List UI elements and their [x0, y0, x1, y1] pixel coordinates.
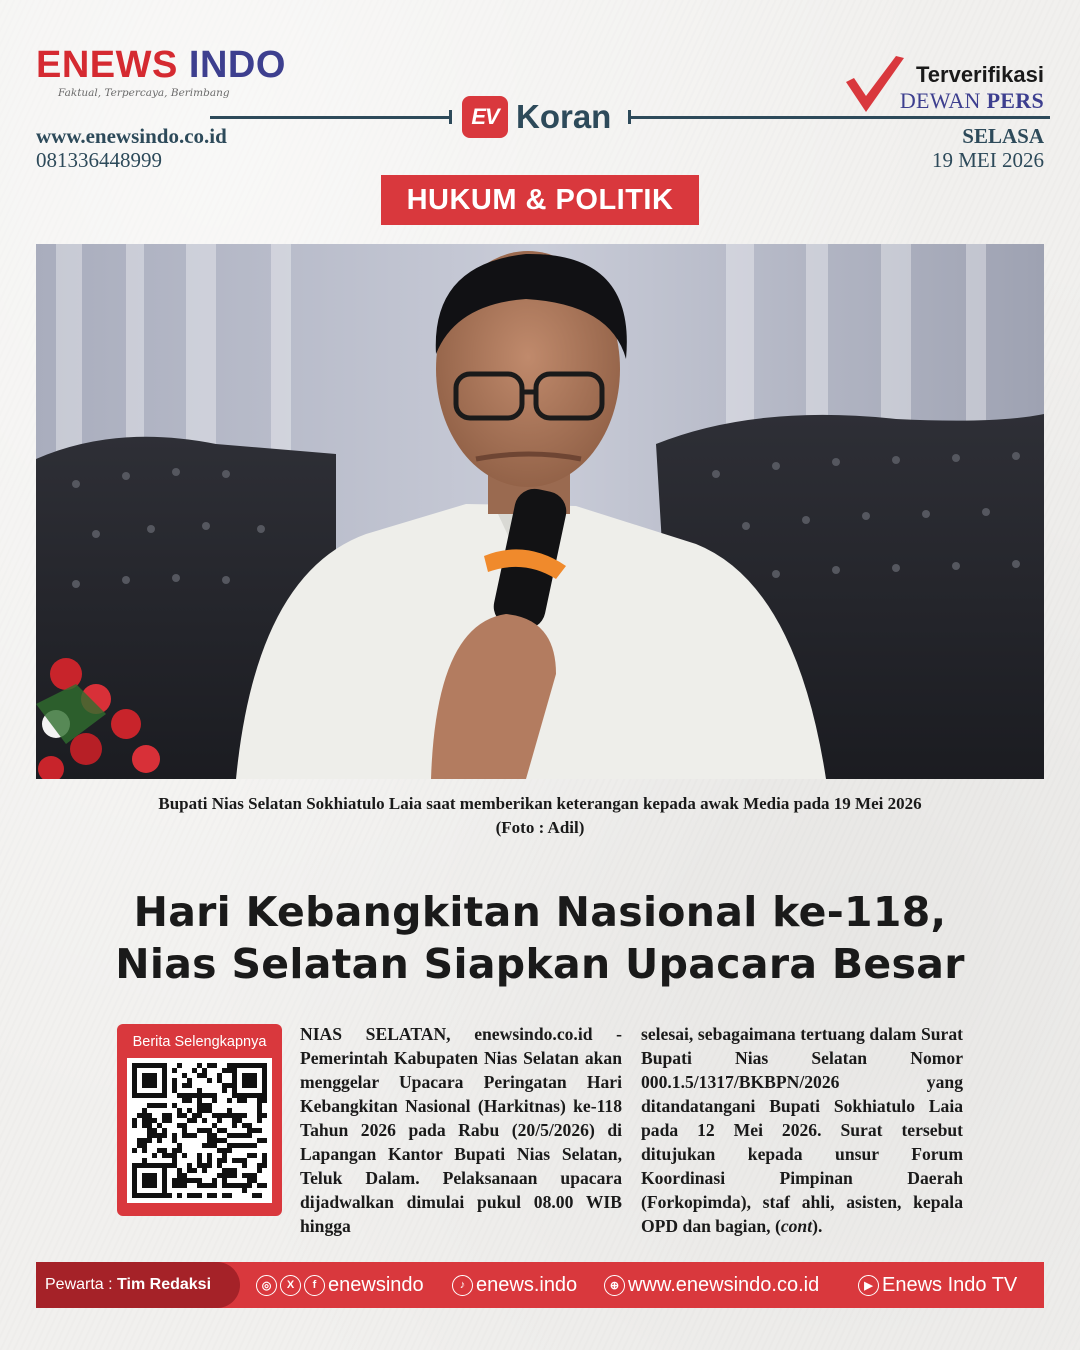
header-rule-tick-left — [449, 110, 452, 124]
qr-title: Berita Selengkapnya — [132, 1034, 267, 1050]
brand-tagline: Faktual, Terpercaya, Berimbang — [58, 87, 230, 99]
instagram-icon[interactable]: ◎ — [256, 1275, 277, 1296]
photo-caption — [36, 792, 1044, 840]
qr-code-icon[interactable] — [127, 1058, 272, 1203]
footer-website: www.enewsindo.co.id — [628, 1273, 820, 1296]
category-badge: HUKUM & POLITIK — [381, 175, 699, 225]
header-rule-tick-right — [628, 110, 631, 124]
header-website: www.enewsindo.co.id — [36, 124, 227, 148]
read-more-qr-card[interactable] — [117, 1024, 282, 1216]
youtube-icon: ▶ — [858, 1275, 879, 1296]
continued-marker: cont — [780, 1216, 813, 1236]
issue-day: SELASA — [962, 124, 1044, 148]
footer-bar — [36, 1262, 1044, 1308]
press-council-part2: PERS — [986, 88, 1044, 113]
reporter-label: Pewarta : — [45, 1276, 113, 1293]
youtube-channel: Enews Indo TV — [882, 1273, 1018, 1296]
section-label — [462, 94, 611, 140]
globe-icon: ⊕ — [604, 1275, 625, 1296]
social-handle-link[interactable] — [256, 1262, 424, 1308]
header-rule-right — [630, 116, 1050, 119]
ev-logo-icon: EV — [462, 96, 508, 138]
press-council-part1: DEWAN — [899, 88, 981, 113]
photo-caption-text: Bupati Nias Selatan Sokhiatulo Laia saat memberikan keterangan kepada awak Media pada 19 Mei 2026 — [158, 794, 922, 813]
tiktok-icon: ♪ — [452, 1275, 473, 1296]
header-rule-left — [210, 116, 450, 119]
section-name: Koran — [516, 98, 612, 135]
youtube-link[interactable] — [858, 1262, 1017, 1308]
article-headline — [36, 886, 1044, 990]
reporter-credit — [36, 1262, 240, 1308]
brand-name-part1: ENEWS — [36, 44, 178, 86]
headline-line2: Nias Selatan Siapkan Upacara Besar — [115, 940, 965, 988]
x-icon[interactable]: X — [280, 1275, 301, 1296]
article-column-2 — [641, 1022, 963, 1238]
website-link[interactable] — [604, 1262, 819, 1308]
photo-credit: (Foto : Adil) — [495, 818, 585, 837]
issue-date: 19 MEI 2026 — [932, 148, 1044, 172]
article-column-1: NIAS SELATAN, enewsindo.co.id - Pemerintah Kabupaten Nias Selatan akan menggelar Upacara Peringatan Hari Kebangkitan Nasional (Harkitnas) ke-118 Tahun 2026 pada Rabu (20/5/2026) di Lapangan Kantor Bupati Nias Selatan, Teluk Dalam. Pelaksanaan upacara dijadwalkan dimulai pukul 08.00 WIB hingga — [300, 1024, 622, 1236]
social-handle: enewsindo — [328, 1273, 424, 1296]
article-column-2-end: ). — [812, 1216, 823, 1236]
article-photo — [36, 244, 1044, 779]
header-phone: 081336448999 — [36, 148, 162, 172]
verified-label: Terverifikasi — [915, 62, 1044, 87]
verification-badge — [844, 52, 1044, 112]
checkmark-icon — [844, 52, 906, 114]
reporter-name: Tim Redaksi — [117, 1276, 212, 1293]
headline-line1: Hari Kebangkitan Nasional ke-118, — [133, 888, 947, 936]
brand-logo — [36, 46, 336, 99]
tiktok-link[interactable] — [452, 1262, 577, 1308]
brand-name-part2: INDO — [188, 44, 286, 86]
brand-name — [36, 46, 336, 84]
press-council-label — [900, 88, 1044, 114]
article-column-2-text: selesai, sebagaimana tertuang dalam Surat Bupati Nias Selatan Nomor 000.1.5/1317/BKBPN/2026 yang ditandatangani Bupati Sokhiatulo Laia pada 12 Mei 2026. Surat tersebut ditujukan kepada unsur Forum Koordinasi Pimpinan Daerah (Forkopimda), staf ahli, asisten, kepala OPD dan bagian, ( — [641, 1024, 963, 1236]
tiktok-handle: enews.indo — [476, 1273, 578, 1296]
facebook-icon[interactable]: f — [304, 1275, 325, 1296]
